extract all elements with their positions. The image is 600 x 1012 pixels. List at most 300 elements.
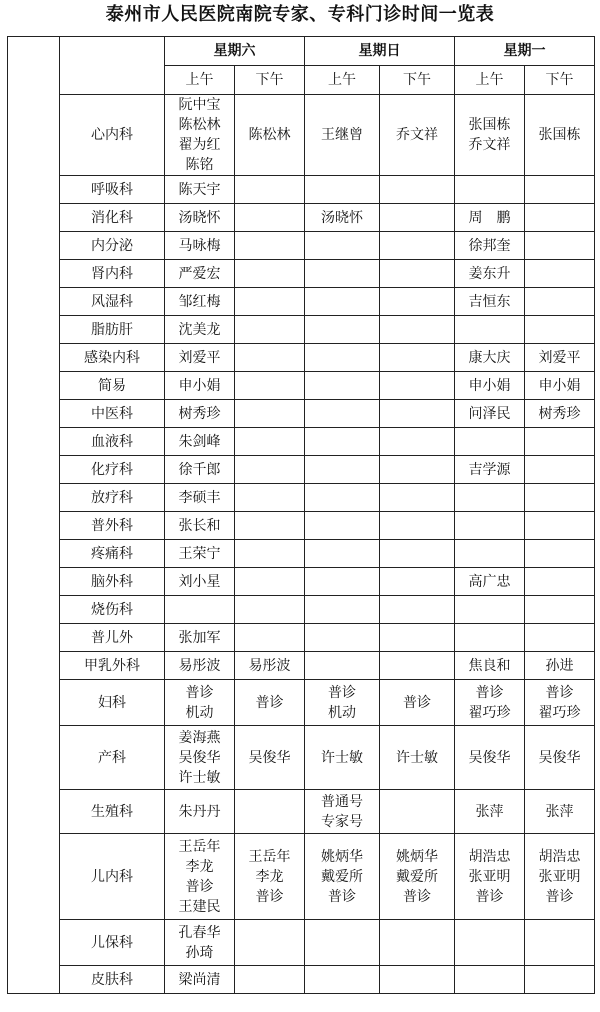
department-cell: 化疗科	[60, 456, 165, 484]
sat-afternoon-cell	[235, 540, 305, 568]
mon-morning-cell	[455, 372, 525, 400]
sat-afternoon-cell	[235, 484, 305, 512]
clinic-schedule-table	[7, 36, 595, 994]
department-cell: 肾内科	[60, 260, 165, 288]
department-cell: 皮肤科	[60, 966, 165, 994]
doctor-name: 树秀珍	[178, 405, 221, 422]
doctor-name: 姜东升	[468, 265, 511, 282]
doctor-name: 王岳年	[178, 838, 221, 855]
department-cell: 中医科	[60, 400, 165, 428]
sat-afternoon-cell	[235, 512, 305, 540]
table-row	[8, 834, 595, 920]
doctor-name: 徐千郎	[178, 461, 221, 478]
doctor-name: 胡浩忠	[468, 848, 511, 865]
doctor-name: 普诊	[255, 888, 284, 905]
sat-morning-cell	[165, 456, 235, 484]
sat-afternoon-cell	[235, 288, 305, 316]
sat-morning-cell	[165, 176, 235, 204]
doctor-name: 高广忠	[468, 573, 511, 590]
sun-afternoon-cell	[380, 372, 455, 400]
sun-morning-cell	[305, 316, 380, 344]
sat-morning-cell	[165, 232, 235, 260]
mon-afternoon-cell	[525, 456, 595, 484]
mon-morning-header: 上午	[455, 66, 525, 95]
department-cell: 普外科	[60, 512, 165, 540]
sat-morning-cell	[165, 834, 235, 920]
table-row	[8, 95, 595, 176]
mon-morning-cell	[455, 624, 525, 652]
doctor-name: 姚炳华	[321, 848, 363, 865]
doctor-name: 张亚明	[538, 868, 581, 885]
sun-morning-cell	[305, 624, 380, 652]
table-row	[8, 966, 595, 994]
doctor-name: 张加军	[178, 629, 221, 646]
doctor-name: 普诊	[185, 878, 214, 895]
sun-afternoon-cell	[380, 512, 455, 540]
sat-afternoon-cell	[235, 95, 305, 176]
mon-morning-cell	[455, 456, 525, 484]
table-row	[8, 288, 595, 316]
sun-morning-cell	[305, 596, 380, 624]
sat-morning-cell	[165, 790, 235, 834]
day-header-saturday: 星期六	[165, 37, 305, 66]
mon-afternoon-cell	[525, 372, 595, 400]
doctor-name: 刘小星	[178, 573, 221, 590]
sun-afternoon-header: 下午	[380, 66, 455, 95]
mon-morning-cell	[455, 966, 525, 994]
sun-morning-cell	[305, 834, 380, 920]
department-cell: 脂肪肝	[60, 316, 165, 344]
mon-morning-cell	[455, 652, 525, 680]
doctor-name: 普诊	[545, 684, 574, 701]
mon-morning-cell	[455, 790, 525, 834]
sun-afternoon-cell	[380, 95, 455, 176]
table-row	[8, 400, 595, 428]
doctor-name: 翟为红	[178, 137, 221, 153]
doctor-name: 普诊	[403, 888, 431, 905]
doctor-name: 王建民	[178, 898, 221, 915]
doctor-name: 普诊	[328, 684, 356, 701]
mon-afternoon-cell	[525, 176, 595, 204]
doctor-name: 张国栋	[538, 127, 581, 143]
sun-morning-cell	[305, 95, 380, 176]
mon-morning-cell	[455, 400, 525, 428]
sat-morning-cell	[165, 652, 235, 680]
sat-afternoon-cell	[235, 624, 305, 652]
doctor-name: 吴俊华	[178, 749, 221, 766]
department-cell: 儿保科	[60, 920, 165, 966]
table-row	[8, 316, 595, 344]
sat-morning-cell	[165, 596, 235, 624]
mon-afternoon-cell	[525, 204, 595, 232]
sat-afternoon-header: 下午	[235, 66, 305, 95]
doctor-name: 戴爱所	[321, 868, 363, 885]
doctor-name: 普诊	[545, 888, 574, 905]
sat-afternoon-cell	[235, 400, 305, 428]
sat-morning-cell	[165, 624, 235, 652]
sat-morning-cell	[165, 288, 235, 316]
doctor-name: 王荣宁	[178, 545, 221, 562]
sat-afternoon-cell	[235, 372, 305, 400]
sat-afternoon-cell	[235, 344, 305, 372]
doctor-name: 乔文祥	[468, 137, 511, 153]
doctor-name: 孔春华	[178, 924, 221, 941]
doctor-name: 树秀珍	[538, 405, 581, 422]
department-cell: 放疗科	[60, 484, 165, 512]
table-row	[8, 790, 595, 834]
doctor-name: 姜海燕	[178, 729, 221, 746]
sat-morning-cell	[165, 260, 235, 288]
sat-afternoon-cell	[235, 920, 305, 966]
sat-afternoon-cell	[235, 596, 305, 624]
mon-morning-cell	[455, 204, 525, 232]
table-row	[8, 540, 595, 568]
doctor-name: 普诊	[403, 694, 431, 711]
department-cell: 妇科	[60, 680, 165, 726]
sun-morning-cell	[305, 288, 380, 316]
doctor-name: 陈松林	[178, 117, 221, 133]
table-row	[8, 512, 595, 540]
doctor-name: 陈松林	[248, 127, 291, 143]
doctor-name: 普诊	[475, 684, 504, 701]
mon-morning-cell	[455, 232, 525, 260]
table-row	[8, 920, 595, 966]
mon-afternoon-cell	[525, 920, 595, 966]
sun-morning-cell	[305, 400, 380, 428]
mon-afternoon-cell	[525, 484, 595, 512]
sat-morning-cell	[165, 372, 235, 400]
doctor-name: 梁尚清	[178, 971, 221, 988]
mon-afternoon-cell	[525, 344, 595, 372]
doctor-name: 吴俊华	[538, 749, 581, 766]
department-cell: 内分泌	[60, 232, 165, 260]
doctor-name: 申小娟	[178, 377, 221, 394]
mon-morning-cell	[455, 316, 525, 344]
sun-morning-cell	[305, 790, 380, 834]
table-row	[8, 176, 595, 204]
sun-morning-cell	[305, 920, 380, 966]
sat-morning-cell	[165, 726, 235, 790]
sat-morning-header: 上午	[165, 66, 235, 95]
doctor-name: 阮中宝	[178, 97, 221, 113]
doctor-name: 张国栋	[468, 117, 511, 133]
sun-morning-cell	[305, 428, 380, 456]
mon-morning-cell	[455, 540, 525, 568]
doctor-name: 朱剑峰	[178, 433, 221, 450]
mon-morning-cell	[455, 484, 525, 512]
department-cell: 产科	[60, 726, 165, 790]
sat-morning-cell	[165, 316, 235, 344]
table-row	[8, 372, 595, 400]
mon-afternoon-cell	[525, 596, 595, 624]
sun-afternoon-cell	[380, 966, 455, 994]
sun-morning-cell	[305, 260, 380, 288]
doctor-name: 吉学源	[468, 461, 511, 478]
table-row	[8, 680, 595, 726]
doctor-name: 吉恒东	[468, 293, 511, 310]
sun-morning-cell	[305, 966, 380, 994]
department-cell: 生殖科	[60, 790, 165, 834]
sun-afternoon-cell	[380, 790, 455, 834]
mon-afternoon-cell	[525, 316, 595, 344]
mon-afternoon-cell	[525, 232, 595, 260]
sun-afternoon-cell	[380, 232, 455, 260]
sat-morning-cell	[165, 428, 235, 456]
doctor-name: 普诊	[328, 888, 356, 905]
doctor-name: 翟巧珍	[538, 704, 581, 721]
sat-morning-cell	[165, 344, 235, 372]
department-cell: 简易	[60, 372, 165, 400]
mon-afternoon-cell	[525, 95, 595, 176]
doctor-name: 胡浩忠	[538, 848, 581, 865]
sun-morning-cell	[305, 484, 380, 512]
table-row	[8, 726, 595, 790]
doctor-name: 吴俊华	[248, 749, 291, 766]
mon-morning-cell	[455, 680, 525, 726]
mon-morning-cell	[455, 512, 525, 540]
doctor-name: 普诊	[185, 684, 214, 701]
doctor-name: 张萍	[475, 803, 504, 820]
table-row	[8, 456, 595, 484]
table-row	[8, 260, 595, 288]
doctor-name: 孙琦	[185, 944, 214, 961]
doctor-name: 许士敏	[321, 749, 363, 766]
sun-afternoon-cell	[380, 920, 455, 966]
mon-morning-cell	[455, 834, 525, 920]
doctor-name: 翟巧珍	[468, 704, 511, 721]
sat-morning-cell	[165, 680, 235, 726]
table-row	[8, 204, 595, 232]
sun-afternoon-cell	[380, 176, 455, 204]
sun-morning-cell	[305, 372, 380, 400]
mon-afternoon-cell	[525, 834, 595, 920]
sat-afternoon-cell	[235, 966, 305, 994]
sat-afternoon-cell	[235, 204, 305, 232]
sat-afternoon-cell	[235, 176, 305, 204]
doctor-name: 戴爱所	[396, 868, 438, 885]
sun-morning-cell	[305, 456, 380, 484]
sun-afternoon-cell	[380, 596, 455, 624]
doctor-name: 张萍	[545, 803, 574, 820]
sun-afternoon-cell	[380, 260, 455, 288]
department-cell: 感染内科	[60, 344, 165, 372]
doctor-name: 许士敏	[178, 769, 221, 786]
doctor-name: 徐邦奎	[468, 237, 511, 254]
sun-morning-cell	[305, 344, 380, 372]
doctor-name: 汤晓怀	[178, 209, 221, 226]
doctor-name: 沈美龙	[178, 321, 221, 338]
doctor-name: 刘爱平	[178, 349, 221, 366]
table-row	[8, 596, 595, 624]
page-title: 泰州市人民医院南院专家、专科门诊时间一览表	[105, 4, 495, 25]
sun-morning-cell	[305, 232, 380, 260]
mon-afternoon-cell	[525, 400, 595, 428]
doctor-name: 康大庆	[468, 349, 511, 366]
mon-afternoon-cell	[525, 260, 595, 288]
doctor-name: 陈铭	[185, 157, 214, 173]
doctor-name: 申小娟	[468, 377, 511, 394]
doctor-name: 陈天宇	[178, 181, 221, 198]
department-cell: 消化科	[60, 204, 165, 232]
sat-afternoon-cell	[235, 790, 305, 834]
sun-afternoon-cell	[380, 400, 455, 428]
sun-afternoon-cell	[380, 484, 455, 512]
sun-afternoon-cell	[380, 540, 455, 568]
department-cell: 心内科	[60, 95, 165, 176]
sun-morning-cell	[305, 512, 380, 540]
sun-afternoon-cell	[380, 344, 455, 372]
table-row	[8, 568, 595, 596]
doctor-name: 朱丹丹	[178, 803, 221, 820]
mon-afternoon-cell	[525, 428, 595, 456]
doctor-name: 张长和	[178, 517, 221, 534]
sat-afternoon-cell	[235, 456, 305, 484]
sun-afternoon-cell	[380, 624, 455, 652]
table-row	[8, 428, 595, 456]
department-cell: 普儿外	[60, 624, 165, 652]
mon-afternoon-header: 下午	[525, 66, 595, 95]
department-cell: 儿内科	[60, 834, 165, 920]
doctor-name: 王继曾	[321, 127, 363, 143]
mon-afternoon-cell	[525, 652, 595, 680]
mon-morning-cell	[455, 260, 525, 288]
sun-afternoon-cell	[380, 288, 455, 316]
sun-afternoon-cell	[380, 680, 455, 726]
sat-afternoon-cell	[235, 568, 305, 596]
sun-morning-cell	[305, 726, 380, 790]
doctor-name: 乔文祥	[396, 127, 438, 143]
sun-morning-cell	[305, 568, 380, 596]
department-cell: 甲乳外科	[60, 652, 165, 680]
sun-afternoon-cell	[380, 834, 455, 920]
doctor-name: 王岳年	[248, 848, 291, 865]
sat-morning-cell	[165, 540, 235, 568]
mon-morning-cell	[455, 726, 525, 790]
department-cell: 血液科	[60, 428, 165, 456]
mon-afternoon-cell	[525, 568, 595, 596]
doctor-name: 李龙	[185, 858, 214, 875]
doctor-name: 周 鹏	[468, 209, 511, 226]
doctor-name: 易彤波	[248, 657, 291, 674]
table-row	[8, 232, 595, 260]
mon-afternoon-cell	[525, 624, 595, 652]
doctor-name: 易彤波	[178, 657, 221, 674]
doctor-name: 机动	[328, 704, 356, 721]
sat-morning-cell	[165, 512, 235, 540]
mon-morning-cell	[455, 920, 525, 966]
sat-morning-cell	[165, 966, 235, 994]
doctor-name: 邹红梅	[178, 293, 221, 310]
mon-afternoon-cell	[525, 288, 595, 316]
mon-afternoon-cell	[525, 726, 595, 790]
sat-afternoon-cell	[235, 680, 305, 726]
table-row	[8, 652, 595, 680]
mon-morning-cell	[455, 95, 525, 176]
sun-afternoon-cell	[380, 568, 455, 596]
table-row	[8, 624, 595, 652]
mon-afternoon-cell	[525, 966, 595, 994]
sun-afternoon-cell	[380, 456, 455, 484]
table-row	[8, 484, 595, 512]
sat-afternoon-cell	[235, 428, 305, 456]
sat-afternoon-cell	[235, 316, 305, 344]
sat-morning-cell	[165, 920, 235, 966]
doctor-name: 机动	[185, 704, 214, 721]
sat-morning-cell	[165, 400, 235, 428]
mon-morning-cell	[455, 596, 525, 624]
mon-morning-cell	[455, 428, 525, 456]
doctor-name: 马咏梅	[178, 237, 221, 254]
sun-morning-cell	[305, 652, 380, 680]
doctor-name: 张亚明	[468, 868, 511, 885]
day-header-sunday: 星期日	[305, 37, 455, 66]
department-cell: 风湿科	[60, 288, 165, 316]
sun-morning-cell	[305, 176, 380, 204]
sat-morning-cell	[165, 484, 235, 512]
sat-afternoon-cell	[235, 652, 305, 680]
sun-afternoon-cell	[380, 652, 455, 680]
department-cell: 烧伤科	[60, 596, 165, 624]
mon-morning-cell	[455, 568, 525, 596]
doctor-name: 专家号	[321, 813, 363, 830]
sat-afternoon-cell	[235, 260, 305, 288]
sat-afternoon-cell	[235, 726, 305, 790]
sun-morning-cell	[305, 680, 380, 726]
doctor-name: 严爱宏	[178, 265, 221, 282]
mon-morning-cell	[455, 176, 525, 204]
sat-afternoon-cell	[235, 232, 305, 260]
sun-afternoon-cell	[380, 726, 455, 790]
department-cell: 疼痛科	[60, 540, 165, 568]
sat-morning-cell	[165, 568, 235, 596]
doctor-name: 汤晓怀	[321, 209, 363, 226]
sun-afternoon-cell	[380, 316, 455, 344]
doctor-name: 李硕丰	[178, 489, 221, 506]
sat-morning-cell	[165, 204, 235, 232]
day-header-monday: 星期一	[455, 37, 595, 66]
department-header-cell	[60, 37, 165, 95]
mon-afternoon-cell	[525, 790, 595, 834]
doctor-name: 问泽民	[468, 405, 511, 422]
mon-afternoon-cell	[525, 680, 595, 726]
doctor-name: 姚炳华	[396, 848, 438, 865]
department-cell: 呼吸科	[60, 176, 165, 204]
mon-morning-cell	[455, 344, 525, 372]
sun-morning-header: 上午	[305, 66, 380, 95]
doctor-name: 普诊	[475, 888, 504, 905]
doctor-name: 焦良和	[468, 657, 511, 674]
doctor-name: 孙进	[545, 657, 574, 674]
table-row	[8, 344, 595, 372]
left-margin-column	[8, 37, 60, 994]
sun-afternoon-cell	[380, 428, 455, 456]
sat-morning-cell	[165, 95, 235, 176]
doctor-name: 普通号	[321, 793, 363, 810]
mon-afternoon-cell	[525, 512, 595, 540]
doctor-name: 许士敏	[396, 749, 438, 766]
doctor-name: 普诊	[255, 694, 284, 711]
mon-morning-cell	[455, 288, 525, 316]
sat-afternoon-cell	[235, 834, 305, 920]
day-header-row	[8, 37, 595, 66]
sun-morning-cell	[305, 204, 380, 232]
doctor-name: 吴俊华	[468, 749, 511, 766]
doctor-name: 刘爱平	[538, 349, 581, 366]
mon-afternoon-cell	[525, 540, 595, 568]
doctor-name: 李龙	[255, 868, 284, 885]
sun-morning-cell	[305, 540, 380, 568]
doctor-name: 申小娟	[538, 377, 581, 394]
